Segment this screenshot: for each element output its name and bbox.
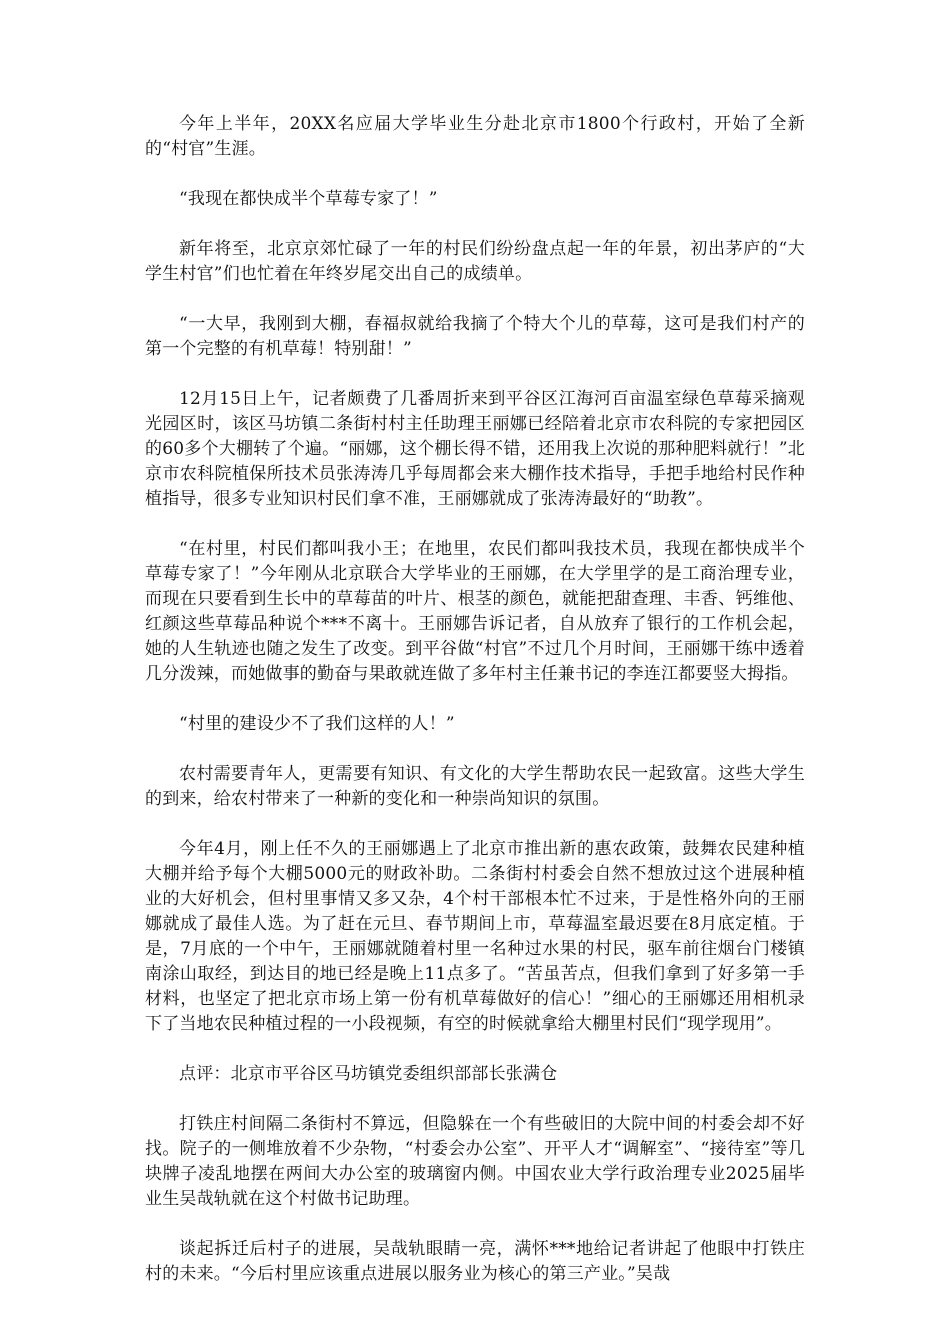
paragraph-6: “在村里，村民们都叫我小王；在地里，农民们都叫我技术员，我现在都快成半个草莓专家了！”今年刚从北京联合大学毕业的王丽娜，在大学里学的是工商治理专业，而现在只要看到生长中的草莓苗的叶片、根茎的颜色，就能把甜查理、丰香、钙维他、红颜这些草莓品种说个***不离十。王丽娜告诉记者，自从放弃了银行的工作机会起，她的人生轨迹也随之发生了改变。到平谷做“村官”不过几个月时间，王丽娜干练中透着几分泼辣，而她做事的勤奋与果敢就连做了多年村主任兼书记的李连江都要竖大拇指。 (145, 539, 805, 684)
paragraph-9: 今年4月，刚上任不久的王丽娜遇上了北京市推出新的惠农政策，鼓舞农民建种植大棚并给予每个大棚5000元的财政补助。二条街村村委会自然不想放过这个进展种植业的大好机会，但村里事情又多又杂，4个村干部根本忙不过来，于是性格外向的王丽娜就成了最佳人选。为了赶在元旦、春节期间上市，草莓温室最迟要在8月底定植。于是，7月底的一个中午，王丽娜就随着村里一名种过水果的村民，驱车前往烟台门楼镇南涂山取经，到达目的地已经是晚上11点多了。“苦虽苦点，但我们拿到了好多第一手材料，也坚定了把北京市场上第一份有机草莓做好的信心！”细心的王丽娜还用相机录下了当地农民种植过程的一小段视频，有空的时候就拿给大棚里村民们“现学现用”。 (145, 839, 805, 1034)
paragraph-10: 点评：北京市平谷区马坊镇党委组织部部长张满仓 (179, 1064, 558, 1084)
paragraph-7: “村里的建设少不了我们这样的人！” (179, 714, 455, 734)
paragraph-2: “我现在都快成半个草莓专家了！” (179, 189, 438, 209)
paragraph-12: 谈起拆迁后村子的进展，吴哉轨眼睛一亮，满怀***地给记者讲起了他眼中打铁庄村的未来。“今后村里应该重点进展以服务业为核心的第三产业。”吴哉 (145, 1239, 805, 1284)
paragraph-11: 打铁庄村间隔二条街村不算远，但隐躲在一个有些破旧的大院中间的村委会却不好找。院子的一侧堆放着不少杂物，“村委会办公室”、开平人才“调解室”、“接待室”等几块牌子凌乱地摆在两间大办公室的玻璃窗内侧。中国农业大学行政治理专业2025届毕业生吴哉轨就在这个村做书记助理。 (145, 1114, 805, 1209)
paragraph-3: 新年将至，北京京郊忙碌了一年的村民们纷纷盘点起一年的年景，初出茅庐的“大学生村官”们也忙着在年终岁尾交出自己的成绩单。 (145, 239, 805, 284)
paragraph-1: 今年上半年，20XX名应届大学毕业生分赴北京市1800个行政村，开始了全新的“村官”生涯。 (145, 114, 805, 159)
paragraph-8: 农村需要青年人，更需要有知识、有文化的大学生帮助农民一起致富。这些大学生的到来，给农村带来了一种新的变化和一种崇尚知识的氛围。 (145, 764, 805, 809)
paragraph-5: 12月15日上午，记者颇费了几番周折来到平谷区江海河百亩温室绿色草莓采摘观光园区时，该区马坊镇二条街村村主任助理王丽娜已经陪着北京市农科院的专家把园区的60多个大棚转了个遍。“丽娜，这个棚长得不错，还用我上次说的那种肥料就行！”北京市农科院植保所技术员张涛涛几乎每周都会来大棚作技术指导，手把手地给村民作种植指导，很多专业知识村民们拿不准，王丽娜就成了张涛涛最好的“助教”。 (145, 389, 805, 509)
article-body (145, 112, 805, 1312)
paragraph-4: “一大早，我刚到大棚，春福叔就给我摘了个特大个儿的草莓，这可是我们村产的第一个完整的有机草莓！特别甜！” (145, 314, 805, 359)
